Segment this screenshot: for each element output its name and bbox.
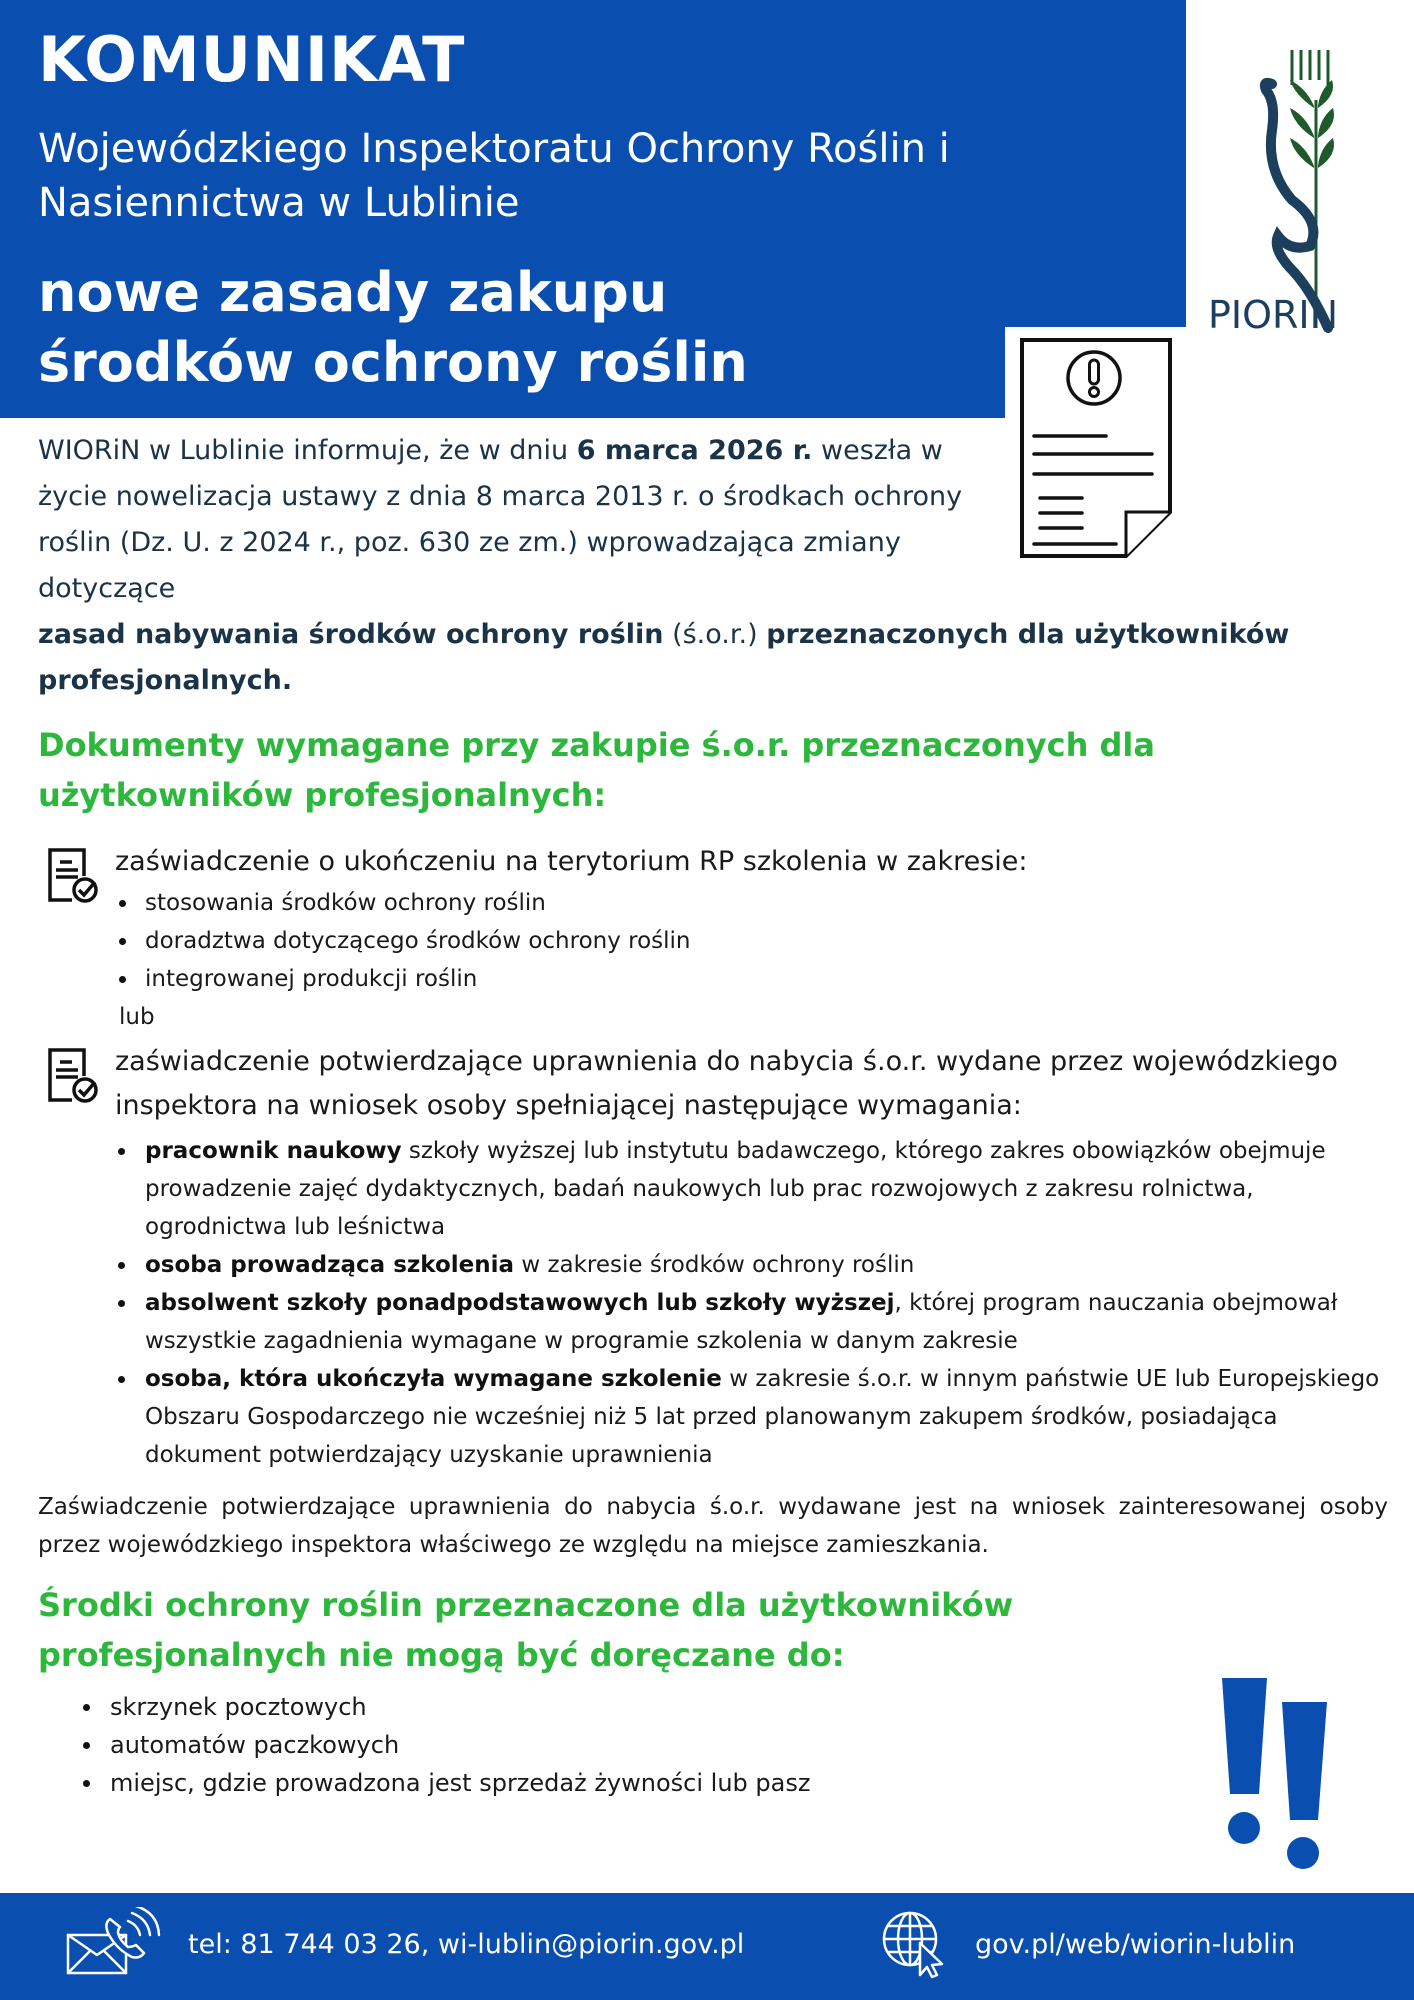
training-scope-list [115, 884, 1388, 998]
item-text: w zakresie środków ochrony roślin [514, 1252, 915, 1278]
item-text: w zakresie ś.o.r. w innym państwie UE lub Europejskiego Obszaru Gospodarczego nie wcześniej niż 5 lat przed planowanym zakupem środków, posiadająca dokument potwierdzający uzyskanie uprawnienia [145, 1366, 1380, 1468]
or-label: lub [119, 1004, 155, 1030]
intro-paragraph [38, 428, 1388, 704]
mail-phone-icon [66, 1907, 162, 1975]
item-text: , której program nauczania obejmował wszystkie zagadnienia wymagane w programie szkolenia w danym zakresie [145, 1290, 1338, 1354]
intro-emphasis-2: przeznaczonych dla użytkowników profesjonalnych. [38, 619, 1290, 696]
headline [38, 258, 998, 398]
contact-info[interactable]: tel: 81 744 03 26, wi-lublin@piorin.gov.pl [188, 1929, 745, 1960]
requirement-text: zaświadczenie potwierdzające uprawnienia do nabycia ś.o.r. wydane przez wojewódzkiego inspektora na wniosek osoby spełniającej następujące wymagania: [115, 1046, 1338, 1121]
website-link[interactable]: gov.pl/web/wiorin-lublin [975, 1929, 1296, 1960]
piorin-logo [1200, 40, 1370, 340]
list-item: doradztwa dotyczącego środków ochrony roślin [115, 922, 1388, 960]
delivery-restrictions-list [38, 1688, 1180, 1802]
intro-leading-lines [38, 428, 998, 612]
list-item: stosowania środków ochrony roślin [115, 884, 1388, 922]
documents-heading: Dokumenty wymagane przy zakupie ś.o.r. przeznaczonych dla użytkowników profesjonalnych: [38, 726, 1155, 814]
intro-text-2: weszła w życie nowelizacja ustawy z dnia 8 marca 2013 r. o środkach ochrony roślin (Dz. U. z 2024 r., poz. 630 ze zm.) wprowadzająca zmiany dotyczące [38, 435, 963, 604]
main-content [38, 428, 1388, 1802]
list-item: miejsc, gdzie prowadzona jest sprzedaż żywności lub pasz [80, 1764, 1180, 1802]
eligibility-list [38, 1132, 1388, 1474]
document-check-icon [46, 1046, 98, 1104]
requirement-text: zaświadczenie o ukończeniu na terytorium RP szkolenia w zakresie: [115, 846, 1028, 877]
document-check-icon [46, 846, 98, 904]
globe-cursor-icon [880, 1909, 952, 1979]
issuance-note: Zaświadczenie potwierdzające uprawnienia do nabycia ś.o.r. wydawane jest na wniosek zainteresowanej osoby przez wojewódzkiego inspektora właściwego ze względu na miejsce zamieszkania. [38, 1494, 1388, 1558]
logo-text: PIORIN [1208, 293, 1339, 337]
item-emphasis: osoba, która ukończyła wymagane szkolenie [145, 1366, 722, 1392]
announcement-title: KOMUNIKAT [38, 23, 466, 96]
item-emphasis: osoba prowadząca szkolenia [145, 1252, 515, 1278]
list-item [115, 1246, 1388, 1284]
list-item [115, 1360, 1388, 1474]
intro-emphasis-1: zasad nabywania środków ochrony roślin [38, 619, 664, 650]
list-item: automatów paczkowych [80, 1726, 1180, 1764]
intro-text-1: WIORiN w Lublinie informuje, że w dniu [38, 435, 577, 466]
list-item [115, 1284, 1388, 1360]
list-item: integrowanej produkcji roślin [115, 960, 1388, 998]
item-emphasis: pracownik naukowy [145, 1138, 402, 1164]
headline-line-2: środków ochrony roślin [38, 331, 748, 394]
headline-line-1: nowe zasady zakupu [38, 261, 668, 324]
intro-text-3: (ś.o.r.) [663, 619, 767, 650]
issuer-name: Wojewódzkiego Inspektoratu Ochrony Roślin i Nasiennictwa w Lublinie [38, 126, 950, 226]
list-item: skrzynek pocztowych [80, 1688, 1180, 1726]
effective-date: 6 marca 2026 r. [576, 435, 813, 466]
list-item [115, 1132, 1388, 1246]
item-emphasis: absolwent szkoły ponadpodstawowych lub szkoły wyższej [145, 1290, 895, 1316]
delivery-restrictions-heading: Środki ochrony roślin przeznaczone dla użytkowników profesjonalnych nie mogą być doręczane do: [38, 1586, 1014, 1674]
requirement-training-certificate [38, 840, 1388, 998]
requirement-authorization-certificate [38, 1040, 1388, 1128]
footer [0, 1893, 1414, 2000]
item-text: szkoły wyższej lub instytutu badawczego, którego zakres obowiązków obejmuje prowadzenie zajęć dydaktycznych, badań naukowych lub prac rozwojowych z zakresu rolnictwa, ogrodnictwa lub leśnictwa [145, 1138, 1326, 1240]
wheat-icon [1290, 50, 1334, 328]
double-exclamation-icon [1215, 1674, 1345, 1874]
